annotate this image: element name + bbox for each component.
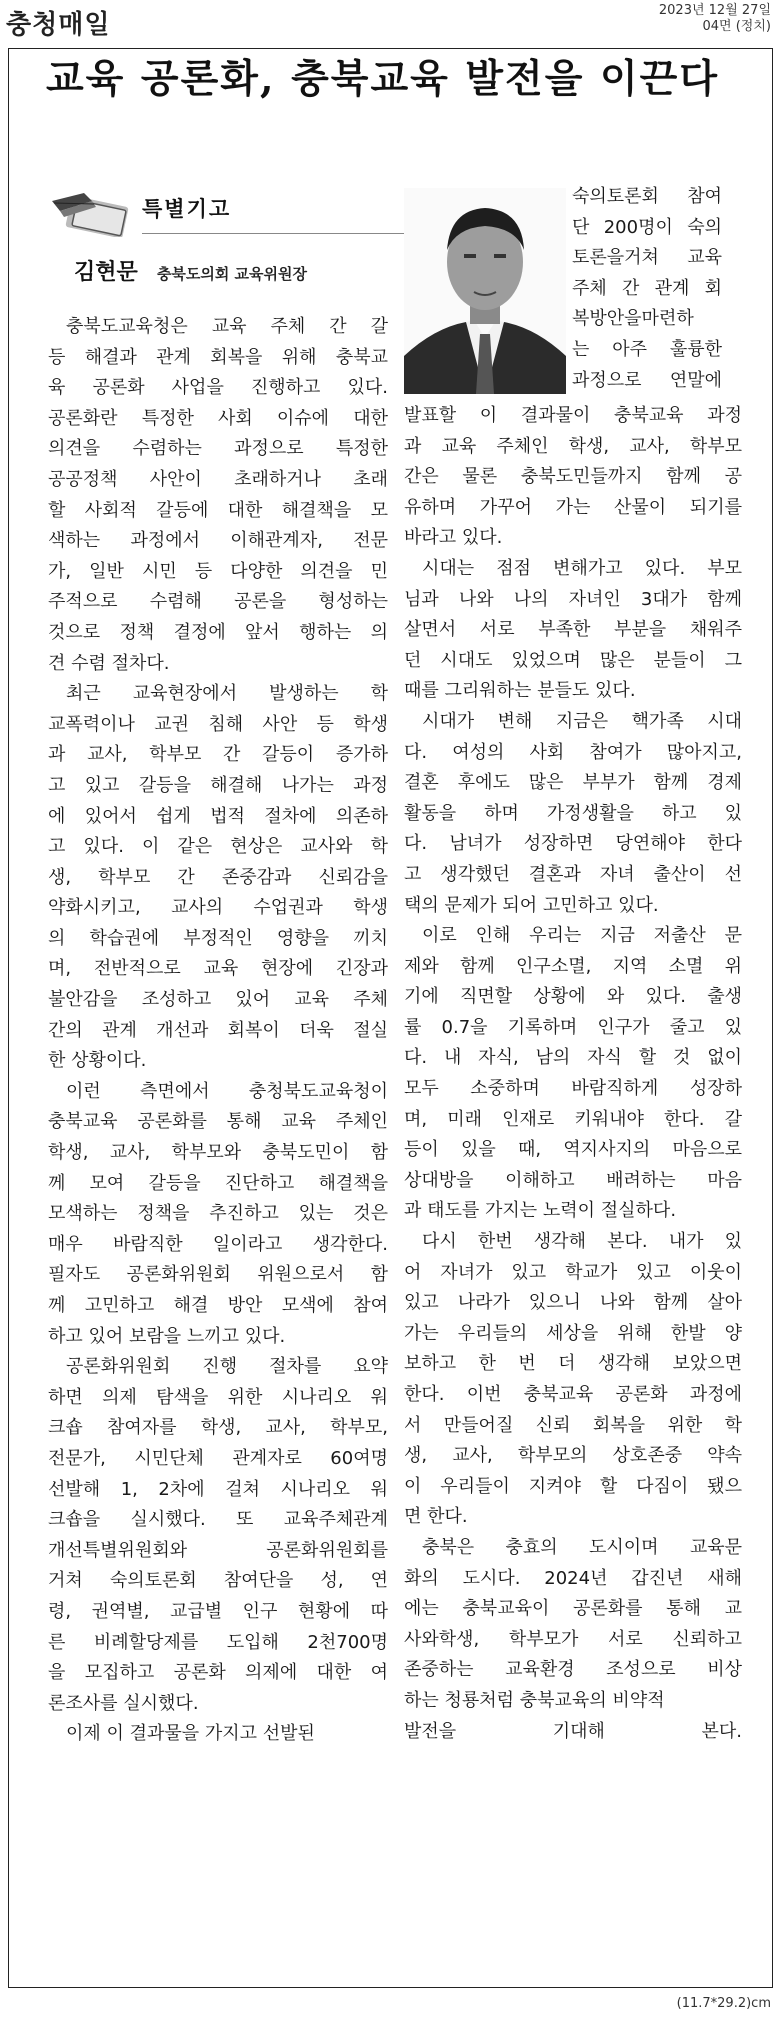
- text-line: 때를 그리워하는 분들도 있다.: [404, 680, 636, 702]
- text-line: 다. 여성의 사회 참여가 많아지고,: [404, 741, 742, 763]
- text-line: 약화시키고, 교사의 수업권과 학생: [48, 897, 388, 919]
- text-line: 유하며 가꾸어 가는 산물이 되기를: [404, 496, 742, 518]
- text-line: 과정으로 연말에: [572, 369, 722, 391]
- text-line: 숙의토론회 참여: [572, 186, 722, 207]
- text-line: 면 한다.: [404, 1506, 468, 1528]
- text-line: 선발해 1, 2차에 걸쳐 시나리오 워: [48, 1478, 388, 1500]
- text-line: 간은 물론 충북도민들까지 함께 공: [404, 466, 742, 488]
- text-line: 개선특별위원회와 공론화위원회를: [48, 1539, 388, 1561]
- masthead: [0, 0, 781, 44]
- text-line: 이제 이 결과물을 가지고 선발된: [66, 1723, 315, 1745]
- byline: [74, 255, 307, 286]
- issue-page: 04면 (정치): [702, 19, 771, 34]
- text-line: 님과 나와 나의 자녀인 3대가 함께: [404, 588, 742, 610]
- author-role: 충북도의회 교육위원장: [156, 265, 307, 283]
- author-portrait-image: [404, 188, 566, 394]
- text-line: 가, 일반 시민 등 다양한 의견을 민: [48, 560, 388, 582]
- text-line: 등 해결과 관계 회복을 위해 충북교: [48, 346, 388, 368]
- text-line: 며, 미래 인재로 키워내야 한다. 갈: [404, 1108, 742, 1130]
- text-line: 시대가 변해 지금은 핵가족 시대: [422, 710, 742, 732]
- text-line: 주적으로 수렴해 공론을 형성하는: [48, 591, 388, 613]
- text-line: 모두 소중하며 바람직하게 성장하: [404, 1078, 742, 1100]
- text-line: 의견을 수렴하는 과정으로 특정한: [48, 438, 388, 460]
- author-photo: [404, 188, 566, 394]
- text-line: 활동을 하며 가정생활을 하고 있: [404, 802, 742, 824]
- left-column: [48, 312, 388, 1750]
- text-line: 던 시대도 있었으며 많은 분들이 그: [404, 649, 742, 671]
- text-line: 발전을 기대해 본다.: [404, 1720, 742, 1742]
- text-line: 크숍을 실시했다. 또 교육주체관계: [48, 1509, 388, 1531]
- text-line: 시대는 점점 변해가고 있다. 부모: [422, 557, 742, 579]
- text-line: 공공정책 사안이 초래하거나 초래: [48, 468, 388, 490]
- text-line: 하면 의제 탐색을 위한 시나리오 워: [48, 1386, 388, 1408]
- right-top-column: [572, 182, 722, 396]
- text-line: 과 교육 주체인 학생, 교사, 학부모: [404, 435, 742, 457]
- text-line: 화의 도시다. 2024년 갑진년 새해: [404, 1567, 742, 1589]
- text-line: 께 모여 갈등을 진단하고 해결책을: [48, 1172, 388, 1194]
- right-column: [404, 401, 742, 1747]
- text-line: 는 아주 훌륭한: [572, 338, 722, 360]
- text-line: 다시 한번 생각해 본다. 내가 있: [422, 1231, 742, 1253]
- text-line: 등이 있을 때, 역지사지의 마음으로: [404, 1139, 742, 1161]
- text-line: 색하는 과정에서 이해관계자, 전문: [48, 530, 388, 552]
- text-line: 고 있고 갈등을 해결해 나가는 과정: [48, 774, 388, 796]
- text-line: 사와학생, 학부모가 서로 신뢰하고: [404, 1628, 742, 1650]
- text-line: 것으로 정책 결정에 앞서 행하는 의: [48, 621, 388, 643]
- text-line: 충북도교육청은 교육 주체 간 갈: [66, 316, 388, 337]
- text-line: 필자도 공론화위원회 위원으로서 함: [48, 1264, 388, 1286]
- text-line: 모색하는 정책을 추진하고 있는 것은: [48, 1203, 388, 1225]
- text-line: 생, 학부모 간 존중감과 신뢰감을: [48, 866, 388, 888]
- text-line: 다. 남녀가 성장하면 당연해야 한다: [404, 833, 742, 855]
- text-line: 결혼 후에도 많은 부부가 함께 경제: [404, 772, 742, 794]
- text-line: 거쳐 숙의토론회 참여단을 성, 연: [48, 1570, 388, 1592]
- text-line: 이 우리들이 지켜야 할 다짐이 됐으: [404, 1475, 742, 1497]
- text-line: 며, 전반적으로 교육 현장에 긴장과: [48, 958, 388, 980]
- text-line: 른 비례할당제를 도입해 2천700명: [48, 1631, 388, 1653]
- text-line: 바라고 있다.: [404, 527, 503, 549]
- text-line: 고 생각했던 결혼과 자녀 출산이 선: [404, 863, 742, 885]
- text-line: 복방안을마련하: [572, 308, 694, 330]
- text-line: 학생, 교사, 학부모와 충북도민이 함: [48, 1142, 388, 1164]
- text-line: 한다. 이번 충북교육 공론화 과정에: [404, 1384, 742, 1405]
- text-line: 다. 내 자식, 남의 자식 할 것 없이: [404, 1047, 742, 1069]
- article-headline: 교육 공론화, 충북교육 발전을 이끈다: [46, 56, 719, 102]
- text-line: 서 만들어질 신뢰 회복을 위한 학: [404, 1414, 742, 1436]
- text-line: 교폭력이나 교권 침해 사안 등 학생: [48, 713, 388, 735]
- text-line: 과 교사, 학부모 간 갈등이 증가하: [48, 744, 388, 766]
- text-line: 간의 관계 개선과 회복이 더욱 절실: [48, 1019, 388, 1041]
- text-line: 공론화위원회 진행 절차를 요약: [66, 1356, 388, 1378]
- text-line: 발표할 이 결과물이 충북교육 과정: [404, 405, 742, 426]
- issue-date: 2023년 12월 27일: [658, 3, 771, 18]
- text-line: 께 고민하고 해결 방안 모색에 참여: [48, 1295, 388, 1316]
- text-line: 불안감을 조성하고 있어 교육 주체: [48, 989, 388, 1011]
- text-line: 가는 우리들의 세상을 위해 한발 양: [404, 1322, 742, 1344]
- text-line: 최근 교육현장에서 발생하는 학: [66, 683, 388, 705]
- text-line: 보하고 한 번 더 생각해 보았으면: [404, 1353, 742, 1375]
- text-line: 제와 함께 인구소멸, 지역 소멸 위: [404, 955, 742, 977]
- text-line: 있고 나라가 있으니 나와 함께 살아: [404, 1292, 742, 1314]
- text-line: 전문가, 시민단체 관계자로 60여명: [48, 1447, 388, 1469]
- text-line: 주체 간 관계 회: [572, 277, 722, 299]
- text-line: 매우 바람직한 일이라고 생각한다.: [48, 1233, 388, 1255]
- text-line: 과 태도를 가지는 노력이 절실하다.: [404, 1200, 677, 1222]
- text-line: 률 0.7을 기록하며 인구가 줄고 있: [404, 1016, 742, 1038]
- text-line: 론조사를 실시했다.: [48, 1692, 199, 1714]
- text-line: 육 공론화 사업을 진행하고 있다.: [48, 377, 388, 399]
- text-line: 에는 충북교육이 공론화를 통해 교: [404, 1598, 742, 1620]
- text-line: 존중하는 교육환경 조성으로 비상: [404, 1659, 742, 1681]
- text-line: 할 사회적 갈등에 대한 해결책을 모: [48, 499, 388, 521]
- text-line: 택의 문제가 되어 고민하고 있다.: [404, 894, 659, 916]
- text-line: 상대방을 이해하고 배려하는 마음: [404, 1169, 742, 1191]
- text-line: 기에 직면할 상황에 와 있다. 출생: [404, 986, 742, 1008]
- text-line: 하는 청룡처럼 충북교육의 비약적: [404, 1689, 665, 1711]
- text-line: 충북교육 공론화를 통해 교육 주체인: [48, 1111, 388, 1133]
- section-rule: [142, 233, 404, 234]
- text-line: 견 수렴 절차다.: [48, 652, 170, 674]
- section-header: [50, 185, 390, 245]
- text-line: 령, 권역별, 교급별 인구 현황에 따: [48, 1600, 388, 1622]
- text-line: 토론을거쳐 교육: [572, 247, 722, 269]
- text-line: 의 학습권에 부정적인 영향을 끼치: [48, 927, 388, 949]
- text-line: 한 상황이다.: [48, 1050, 147, 1072]
- text-line: 어 자녀가 있고 학교가 있고 이웃이: [404, 1261, 742, 1283]
- text-line: 을 모집하고 공론화 의제에 대한 여: [48, 1662, 388, 1684]
- text-line: 이로 인해 우리는 지금 저출산 문: [422, 925, 742, 947]
- text-line: 하고 있어 보람을 느끼고 있다.: [48, 1325, 286, 1347]
- text-line: 에 있어서 쉽게 법적 절차에 의존하: [48, 805, 388, 827]
- text-line: 살면서 서로 부족한 부분을 채워주: [404, 619, 742, 641]
- text-line: 단 200명이 숙의: [572, 216, 722, 238]
- author-name: 김현문: [74, 260, 138, 285]
- newspaper-logo: 충청매일: [6, 10, 111, 40]
- issue-meta: [659, 3, 771, 35]
- text-line: 크숍 참여자를 학생, 교사, 학부모,: [48, 1417, 388, 1439]
- text-line: 공론화란 특정한 사회 이슈에 대한: [48, 407, 388, 429]
- clipping-size: (11.7*29.2)cm: [676, 1996, 771, 2011]
- section-label: 특별기고: [142, 197, 232, 221]
- pen-icon: [50, 191, 130, 237]
- text-line: 고 있다. 이 같은 현상은 교사와 학: [48, 836, 388, 858]
- text-line: 이런 측면에서 충청북도교육청이: [66, 1080, 388, 1102]
- text-line: 충북은 충효의 도시이며 교육문: [422, 1536, 742, 1558]
- text-line: 생, 교사, 학부모의 상호존중 약속: [404, 1445, 742, 1467]
